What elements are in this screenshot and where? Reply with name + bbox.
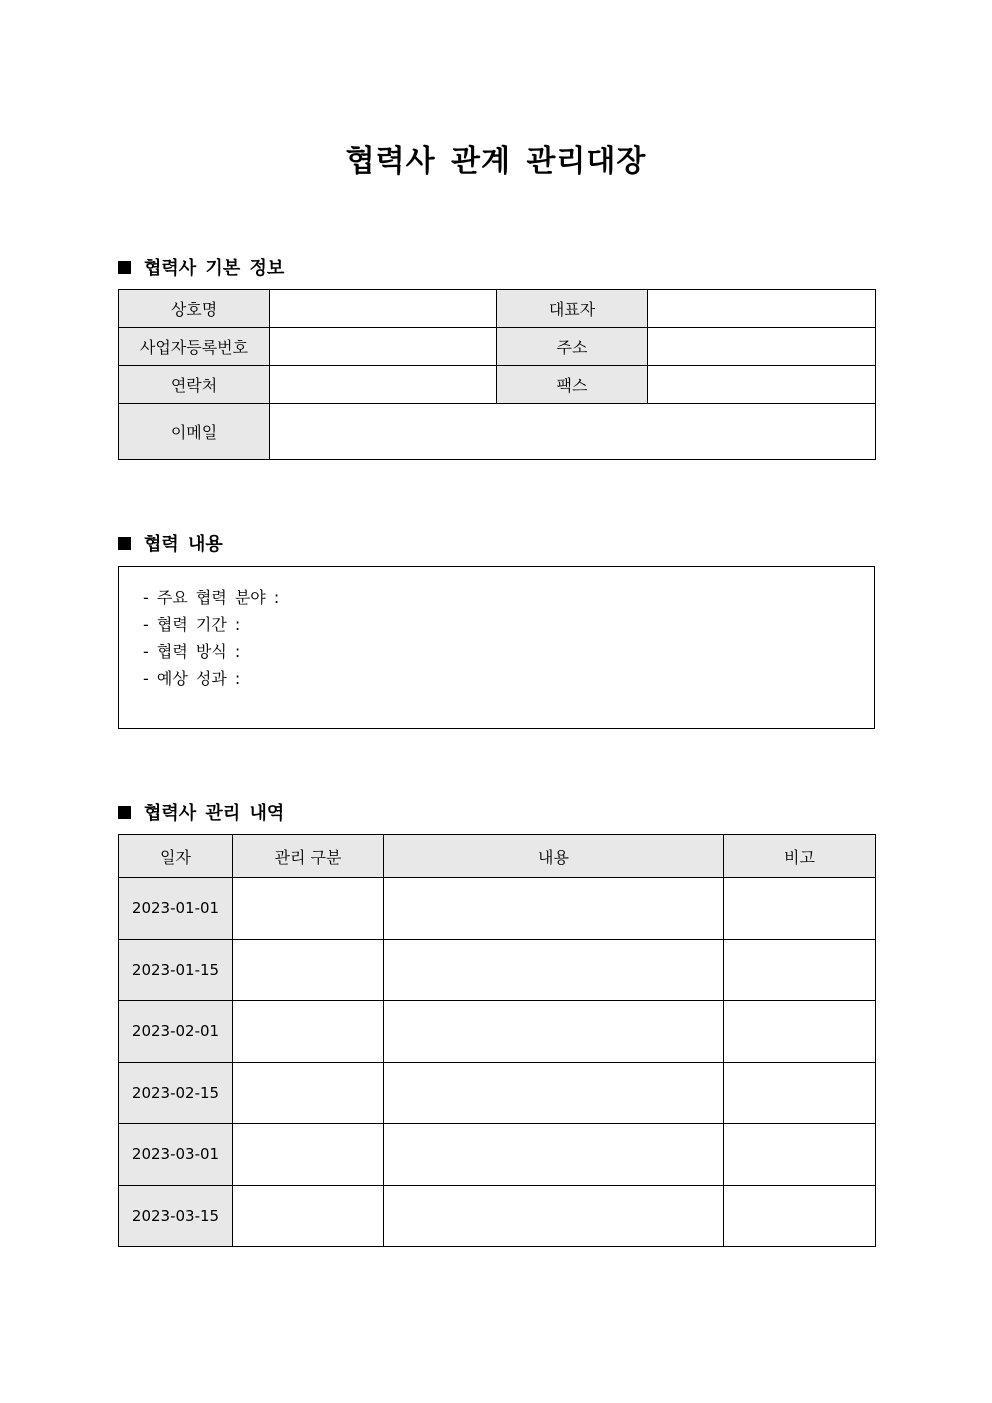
management-log-table xyxy=(118,834,876,1247)
square-bullet-icon xyxy=(118,261,131,274)
row-date: 2023-01-01 xyxy=(119,878,233,940)
business-reg-no-field[interactable] xyxy=(270,328,497,366)
cooperation-content-box[interactable] xyxy=(118,566,875,729)
row-note-cell[interactable] xyxy=(724,939,876,1001)
representative-field[interactable] xyxy=(648,290,876,328)
row-content-cell[interactable] xyxy=(384,878,724,940)
row-type-cell[interactable] xyxy=(233,939,384,1001)
table-row xyxy=(119,1062,876,1124)
section-heading-label: 협력사 관리 내역 xyxy=(144,803,285,824)
row-type-cell[interactable] xyxy=(233,1185,384,1247)
label-email: 이메일 xyxy=(119,404,270,460)
table-row xyxy=(119,878,876,940)
row-date: 2023-01-15 xyxy=(119,939,233,1001)
contact-field[interactable] xyxy=(270,366,497,404)
address-field[interactable] xyxy=(648,328,876,366)
fax-field[interactable] xyxy=(648,366,876,404)
label-fax: 팩스 xyxy=(497,366,648,404)
table-row xyxy=(119,939,876,1001)
section-heading-management-log xyxy=(118,799,284,825)
basic-info-table xyxy=(118,289,876,460)
row-note-cell[interactable] xyxy=(724,1185,876,1247)
row-content-cell[interactable] xyxy=(384,939,724,1001)
row-note-cell[interactable] xyxy=(724,1124,876,1186)
square-bullet-icon xyxy=(118,806,131,819)
list-item-main-field: - 주요 협력 분야 : xyxy=(143,588,280,607)
row-content-cell[interactable] xyxy=(384,1062,724,1124)
list-item-expected-result: - 예상 성과 : xyxy=(143,669,241,688)
section-heading-label: 협력사 기본 정보 xyxy=(144,258,285,279)
row-type-cell[interactable] xyxy=(233,1001,384,1063)
column-header-date: 일자 xyxy=(119,835,233,878)
section-heading-basic-info xyxy=(118,254,284,280)
row-type-cell[interactable] xyxy=(233,1062,384,1124)
document-title: 협력사 관계 관리대장 xyxy=(345,144,647,179)
column-header-note: 비고 xyxy=(724,835,876,878)
row-content-cell[interactable] xyxy=(384,1001,724,1063)
column-header-content: 내용 xyxy=(384,835,724,878)
row-content-cell[interactable] xyxy=(384,1185,724,1247)
section-heading-label: 협력 내용 xyxy=(144,534,223,555)
row-note-cell[interactable] xyxy=(724,1001,876,1063)
row-date: 2023-02-01 xyxy=(119,1001,233,1063)
table-row xyxy=(119,1001,876,1063)
cooperation-list xyxy=(119,567,874,692)
email-field[interactable] xyxy=(270,404,876,460)
row-date: 2023-02-15 xyxy=(119,1062,233,1124)
table-row xyxy=(119,1124,876,1186)
row-type-cell[interactable] xyxy=(233,878,384,940)
row-type-cell[interactable] xyxy=(233,1124,384,1186)
square-bullet-icon xyxy=(118,537,131,550)
company-name-field[interactable] xyxy=(270,290,497,328)
label-business-reg-no: 사업자등록번호 xyxy=(119,328,270,366)
label-representative: 대표자 xyxy=(497,290,648,328)
label-company-name: 상호명 xyxy=(119,290,270,328)
row-date: 2023-03-01 xyxy=(119,1124,233,1186)
label-address: 주소 xyxy=(497,328,648,366)
column-header-type: 관리 구분 xyxy=(233,835,384,878)
row-note-cell[interactable] xyxy=(724,1062,876,1124)
row-note-cell[interactable] xyxy=(724,878,876,940)
section-heading-cooperation xyxy=(118,530,223,556)
list-item-period: - 협력 기간 : xyxy=(143,615,241,634)
list-item-method: - 협력 방식 : xyxy=(143,642,241,661)
row-content-cell[interactable] xyxy=(384,1124,724,1186)
label-contact: 연락처 xyxy=(119,366,270,404)
row-date: 2023-03-15 xyxy=(119,1185,233,1247)
table-row xyxy=(119,1185,876,1247)
